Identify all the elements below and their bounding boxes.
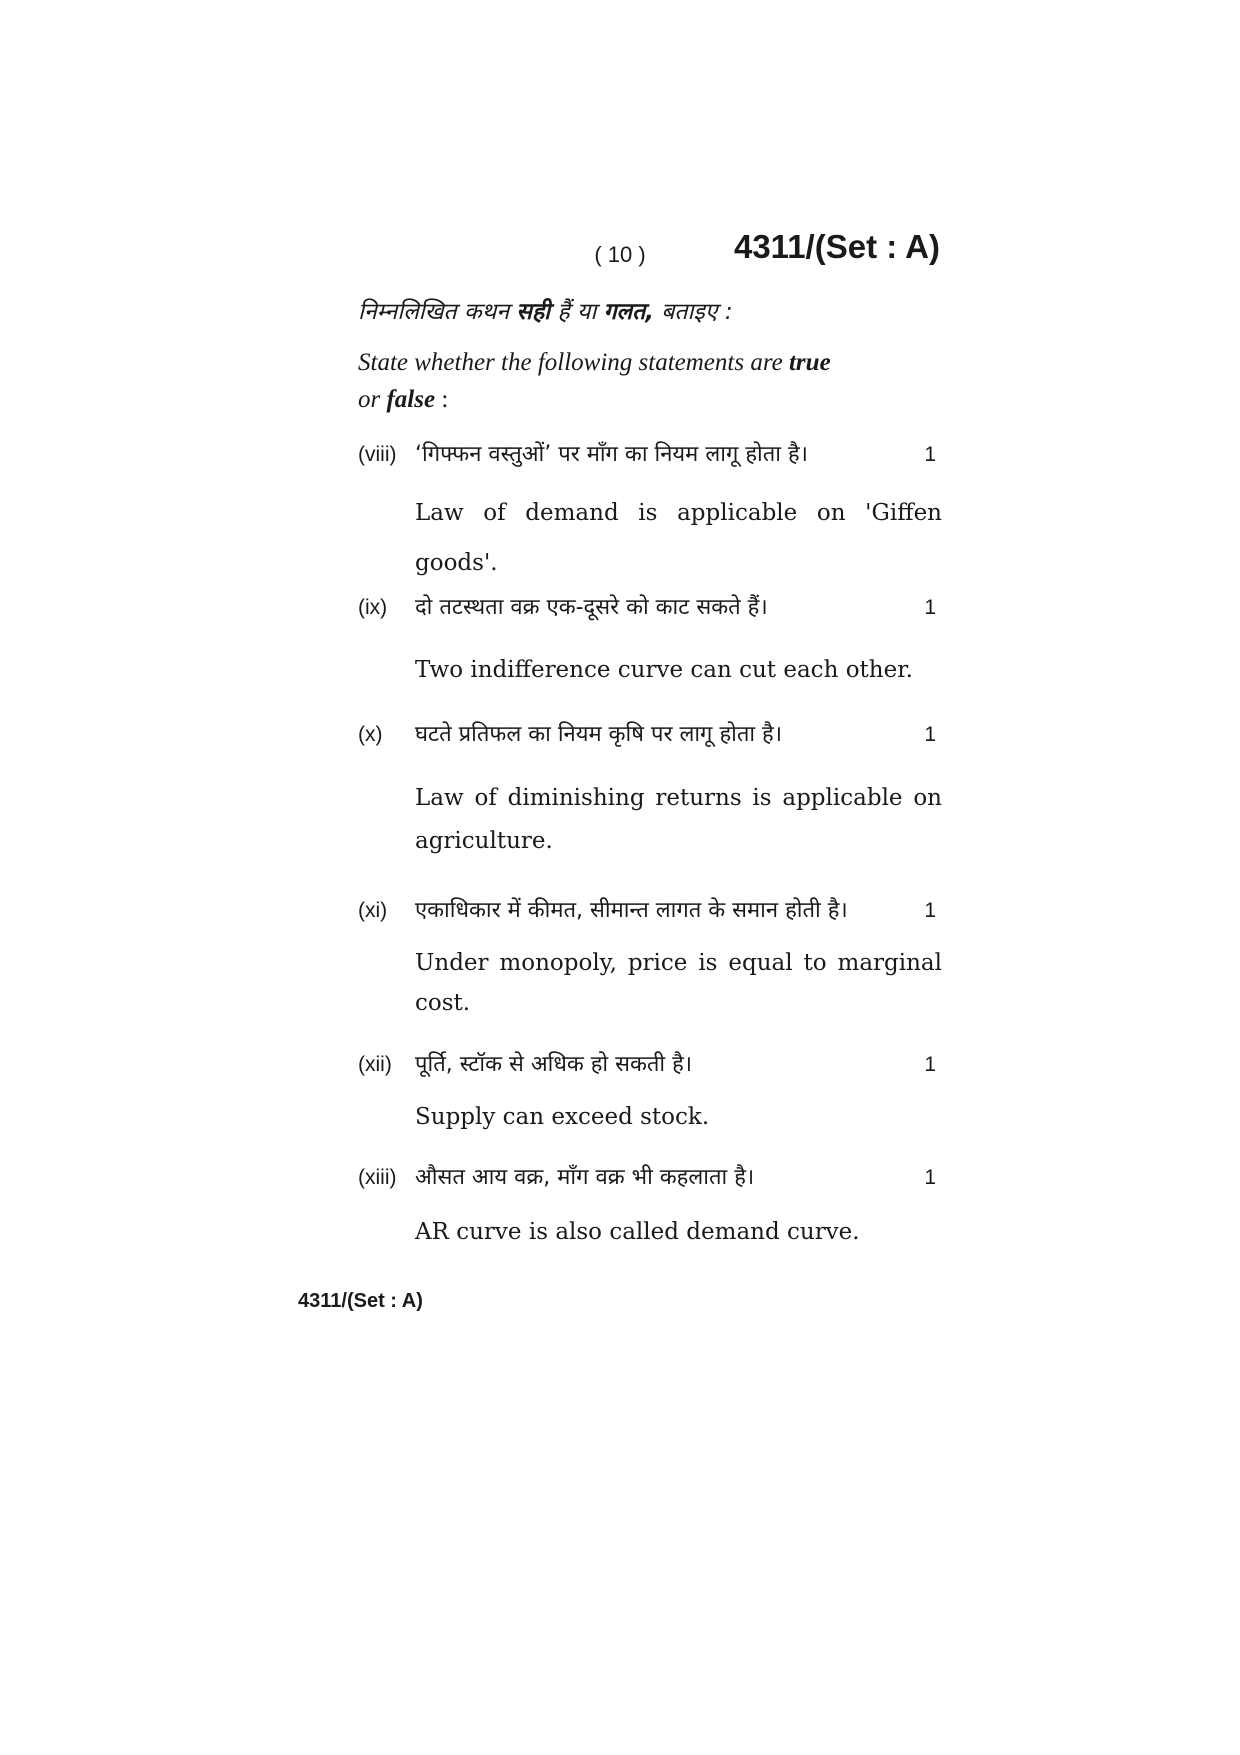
question-marks: 1 xyxy=(924,1166,936,1189)
question-number: (xiii) xyxy=(358,1166,397,1189)
instruction-hindi-mid: हैं या xyxy=(550,299,604,325)
question-number: (xii) xyxy=(358,1053,392,1076)
question-ix xyxy=(358,590,942,683)
instruction-hindi-pre: निम्नलिखित कथन xyxy=(358,299,517,325)
question-hindi: दो तटस्थता वक्र एक-दूसरे को काट सकते हैं। xyxy=(415,595,768,620)
question-marks: 1 xyxy=(924,443,936,466)
set-code-footer: 4311/(Set : A) xyxy=(298,1290,423,1312)
question-x xyxy=(358,717,942,854)
instruction-english xyxy=(358,344,940,418)
question-marks: 1 xyxy=(924,723,936,746)
question-english: Law of diminishing returns is applicable on agriculture. xyxy=(415,785,942,854)
question-hindi: एकाधिकार में कीमत, सीमान्त लागत के समान होती है। xyxy=(415,898,848,923)
question-hindi: पूर्ति, स्टॉक से अधिक हो सकती है। xyxy=(415,1052,693,1077)
question-marks: 1 xyxy=(924,899,936,922)
question-hindi: घटते प्रतिफल का नियम कृषि पर लागू होता है। xyxy=(415,722,783,747)
page-number: ( 10 ) xyxy=(594,242,646,267)
instruction-english-post: : xyxy=(435,386,449,413)
question-number: (ix) xyxy=(358,596,388,619)
set-code-header: 4311/(Set : A) xyxy=(733,228,940,265)
instruction-hindi xyxy=(358,294,938,326)
question-viii xyxy=(358,437,942,576)
instruction-hindi-post: बताइए : xyxy=(653,299,733,325)
question-xii xyxy=(358,1047,942,1130)
question-xiii xyxy=(358,1160,942,1245)
instruction-hindi-false: गलत, xyxy=(603,299,654,325)
question-english: Under monopoly, price is equal to marginal cost. xyxy=(415,950,942,1016)
question-marks: 1 xyxy=(924,596,936,619)
instruction-english-true: true xyxy=(788,349,831,376)
question-xi xyxy=(358,893,942,1016)
instruction-english-pre: State whether the following statements are xyxy=(358,349,789,376)
question-number: (x) xyxy=(358,723,383,746)
question-english: Two indifference curve can cut each other. xyxy=(415,657,913,683)
question-english: Law of demand is applicable on 'Giffen goods'. xyxy=(415,500,942,576)
question-number: (viii) xyxy=(358,443,397,466)
question-english: AR curve is also called demand curve. xyxy=(415,1219,860,1245)
instruction-english-false: false xyxy=(386,386,436,413)
question-marks: 1 xyxy=(924,1053,936,1076)
question-english: Supply can exceed stock. xyxy=(415,1104,710,1130)
instruction-hindi-true: सही xyxy=(516,299,551,325)
question-hindi: ‘गिफ्फन वस्तुओं’ पर माँग का नियम लागू होता है। xyxy=(415,442,808,467)
instruction-english-or: or xyxy=(358,386,387,413)
question-number: (xi) xyxy=(358,899,388,922)
question-hindi: औसत आय वक्र, माँग वक्र भी कहलाता है। xyxy=(415,1165,755,1190)
